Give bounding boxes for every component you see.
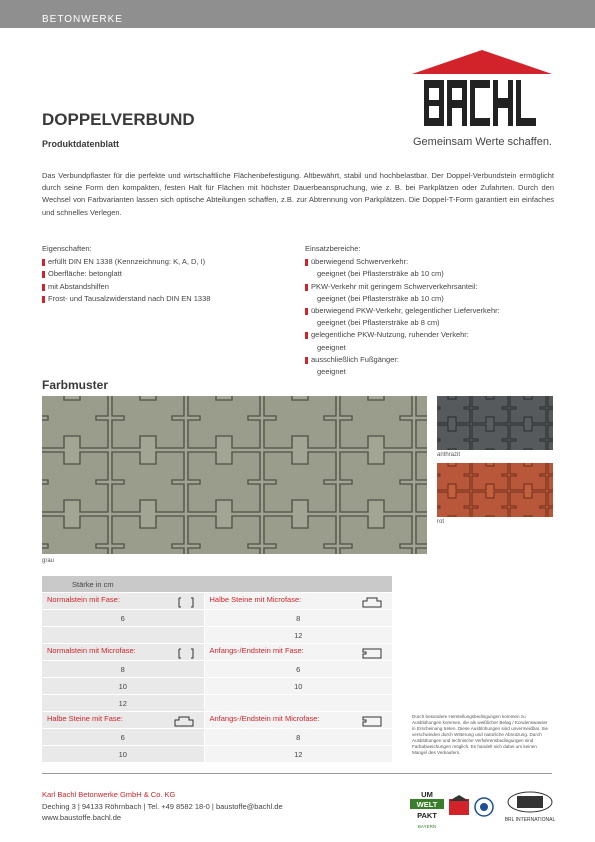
half-stone-microfase-icon <box>362 597 382 608</box>
intro-text: Das Verbundpflaster für die perfekte und wirtschaftliche Flächenbefestigung. Altbewährt, stabil und hochbelastbar. Der Doppel-Verbundstein ermöglicht durch seine Form den kompakten, festen Halt für Flächen mit höchster Dauerbeanspruchung, wie z. B. bei Parkplätzen oder Zufahrten. Durch den Wechsel von Farbvarianten lassen sich optische Abteilungen schaffen, z.B. zur Abtrennung von Parkplätzen. Die Doppel-T-Form garantiert ein einfaches und schnelles Verlegen. <box>42 171 554 217</box>
label-anfang-fase: Anfangs-/Endstein mit Fase: <box>209 645 304 655</box>
list-item-sub: geeignet (bei Pflastersträke ab 10 cm) <box>317 293 444 303</box>
table-header: Stärke in cm <box>42 576 392 593</box>
company-address: Deching 3 | 94133 Röhrnbach | Tel. +49 8582 18-0 | baustoffe@bachl.de <box>42 801 283 811</box>
list-item-sub: geeignet <box>317 342 346 352</box>
caption-rot: rot <box>437 519 445 525</box>
label-normalstein-fase: Normalstein mit Fase: <box>47 594 120 604</box>
list-item: erfüllt DIN EN 1338 (Kennzeichnung: K, A, D, I) <box>42 256 292 268</box>
list-item: überwiegend PKW-Verkehr, gelegentlicher Lieferverkehr: <box>305 305 555 317</box>
table-row: 10 12 <box>42 746 392 763</box>
caption-grau: grau <box>42 558 55 564</box>
bachl-logo <box>412 50 552 130</box>
company-website[interactable]: www.baustoffe.bachl.de <box>42 813 122 822</box>
brl-international-logo <box>505 790 555 826</box>
category-label: BETONWERKE <box>42 14 123 25</box>
list-item: Oberfläche: betonglatt <box>42 268 292 280</box>
table-row: 10 10 <box>42 678 392 695</box>
eigenschaften-heading: Eigenschaften: <box>42 244 92 253</box>
table-row: 6 8 <box>42 610 392 627</box>
staerke-table <box>42 576 392 763</box>
table-row <box>42 712 392 729</box>
swatch-rot <box>437 463 553 517</box>
stone-microfase-icon <box>178 648 194 659</box>
list-item: PKW-Verkehr mit geringem Schwerverkehrsanteil: <box>305 281 555 293</box>
stone-fase-icon <box>178 597 194 608</box>
end-stone-fase-icon <box>362 648 382 659</box>
label-anfang-microfase: Anfangs-/Endstein mit Microfase: <box>209 713 320 723</box>
svg-text:PAKT: PAKT <box>417 811 437 820</box>
footer <box>42 789 283 824</box>
table-row: 12 <box>42 695 392 712</box>
footer-divider <box>42 773 552 774</box>
top-bar <box>0 0 595 28</box>
caption-anthrazit: anthrazit <box>437 452 461 458</box>
label-halbe-microfase: Halbe Steine mit Microfase: <box>209 594 302 604</box>
list-item: Frost- und Tausalzwiderstand nach DIN EN 1338 <box>42 293 292 305</box>
swatch-grau <box>42 396 427 554</box>
document-subtitle: Produktdatenblatt <box>42 139 120 149</box>
table-row <box>42 644 392 661</box>
company-name: Karl Bachl Betonwerke GmbH & Co. KG <box>42 790 176 799</box>
list-item: gelegentliche PKW-Nutzung, ruhender Verkehr: <box>305 329 555 341</box>
label-normalstein-microfase: Normalstein mit Microfase: <box>47 645 136 655</box>
svg-text:UM: UM <box>421 790 433 799</box>
half-stone-fase-icon <box>174 716 194 727</box>
farbmuster-heading: Farbmuster <box>42 378 109 392</box>
list-item-sub: geeignet <box>317 367 346 377</box>
slogan: Gemeinsam Werte schaffen. <box>413 136 552 148</box>
svg-text:BAYERN: BAYERN <box>417 824 437 829</box>
umweltpakt-logo <box>410 788 444 832</box>
svg-text:WELT: WELT <box>416 800 438 809</box>
einsatz-heading: Einsatzbereiche: <box>305 244 361 253</box>
table-row: 8 6 <box>42 661 392 678</box>
list-item: mit Abstandshilfen <box>42 281 292 293</box>
certification-badges <box>448 795 496 817</box>
list-item-sub: geeignet (bei Pflastersträke ab 8 cm) <box>317 318 440 328</box>
list-item-sub: geeignet (bei Pflastersträke ab 10 cm) <box>317 269 444 279</box>
ausbluehung-note: Durch besondere Herstellungsbedingungen kommen zu Ausblühungen kommen, die als weißlicher Belag / Kondenswasser in Erscheinung treten. Diese Ausblühungen sind unvermeidbar. Sie verschwinden durch Witterung und natürliche Abnutzung. Durch Ausblühungen und technische Verfahrensbedingungen sind Farbabweichungen möglich. Es handelt sich dabei um keinen Mangel des Verkaufers. <box>412 714 549 755</box>
label-halbe-fase: Halbe Steine mit Fase: <box>47 713 123 723</box>
list-item: ausschließlich Fußgänger: <box>305 354 555 366</box>
table-row <box>42 593 392 610</box>
table-row: 12 <box>42 627 392 644</box>
end-stone-microfase-icon <box>362 716 382 727</box>
document-title: DOPPELVERBUND <box>42 110 195 129</box>
eigenschaften-section <box>42 243 292 305</box>
svg-text:BRL INTERNATIONAL: BRL INTERNATIONAL <box>505 817 555 823</box>
table-header-row <box>42 576 392 593</box>
table-row: 6 8 <box>42 729 392 746</box>
list-item: überwiegend Schwerverkehr: <box>305 256 555 268</box>
einsatz-section <box>305 243 555 378</box>
swatch-anthrazit <box>437 396 553 450</box>
